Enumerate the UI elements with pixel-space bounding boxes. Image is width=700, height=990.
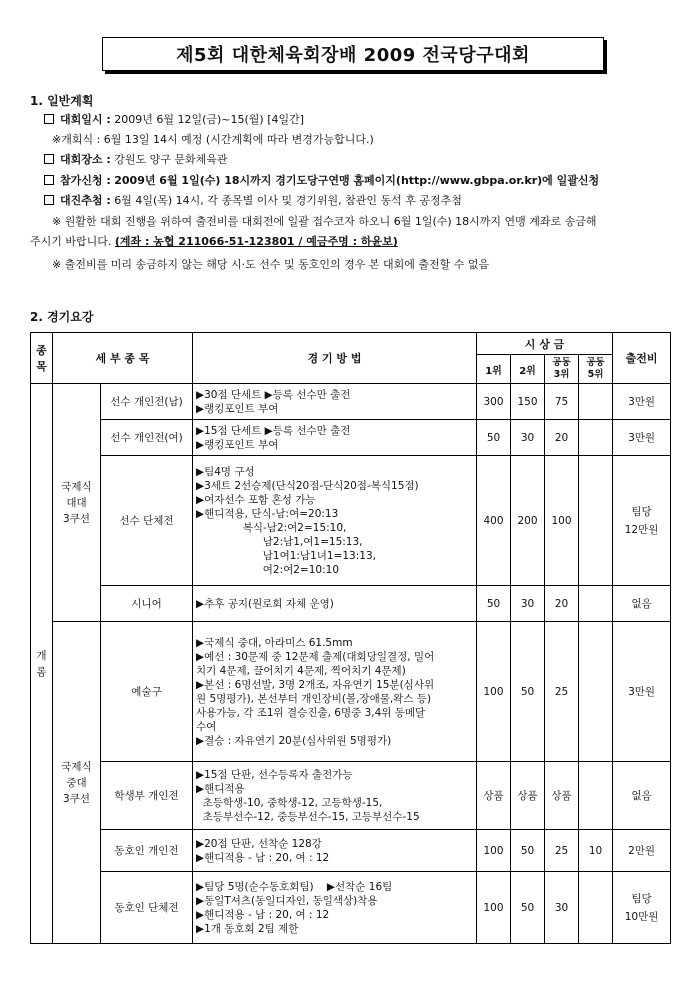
competition-table (30, 332, 671, 944)
prize-5 (579, 420, 613, 456)
apply-line (44, 173, 672, 189)
checkbox-icon (44, 195, 54, 205)
checkbox-icon (44, 154, 54, 164)
prize-5 (579, 456, 613, 586)
prize-1: 400 (477, 456, 511, 586)
header-2nd: 2위 (511, 355, 545, 384)
fee-warning: ※ 출전비를 미리 송금하지 않는 해당 시·도 선수 및 동호인의 경우 본 대회에 출전할 수 없음 (52, 258, 490, 271)
section2-heading: 2. 경기요강 (30, 310, 94, 324)
event-method: ▶15점 단세트 ▶등록 선수만 출전 ▶랭킹포인트 부여 (193, 420, 477, 456)
checkbox-icon (44, 114, 54, 124)
prize-2: 상품 (511, 762, 545, 830)
table-row (31, 830, 671, 872)
draw-value: 6월 4일(목) 14시, 각 종목별 이사 및 경기위원, 참관인 동석 후 공정추첨 (114, 194, 462, 207)
header-fee: 출전비 (613, 333, 671, 384)
entry-fee: 팀당 10만원 (613, 872, 671, 944)
event-name: 동호인 개인전 (101, 830, 193, 872)
prize-1: 300 (477, 384, 511, 420)
table-row (31, 384, 671, 420)
prize-5 (579, 872, 613, 944)
prize-3: 20 (545, 586, 579, 622)
prize-3: 100 (545, 456, 579, 586)
header-sub-event: 세 부 종 목 (53, 333, 193, 384)
prize-3: 25 (545, 830, 579, 872)
event-name: 선수 단체전 (101, 456, 193, 586)
entry-fee: 없음 (613, 586, 671, 622)
prize-3: 75 (545, 384, 579, 420)
prize-1: 50 (477, 586, 511, 622)
event-method: ▶추후 공지(원로회 자체 운영) (193, 586, 477, 622)
event-method: ▶30점 단세트 ▶등록 선수만 출전 ▶랭킹포인트 부여 (193, 384, 477, 420)
event-name: 시니어 (101, 586, 193, 622)
venue-label: 대회장소 : (60, 153, 111, 166)
prize-1: 상품 (477, 762, 511, 830)
prize-2: 150 (511, 384, 545, 420)
date-line (44, 112, 672, 128)
prize-3: 20 (545, 420, 579, 456)
prize-2: 30 (511, 586, 545, 622)
prize-5 (579, 586, 613, 622)
prize-5 (579, 622, 613, 762)
event-name: 동호인 단체전 (101, 872, 193, 944)
table-row (31, 622, 671, 762)
prize-2: 30 (511, 420, 545, 456)
event-name: 학생부 개인전 (101, 762, 193, 830)
group-cell: 국제식 대대 3쿠션 (53, 384, 101, 622)
header-event-type: 종 목 (31, 333, 53, 384)
fee-note-cont (30, 234, 672, 250)
prize-3: 25 (545, 622, 579, 762)
prize-5 (579, 384, 613, 420)
event-method: ▶15점 단판, 선수등록자 출전가능 ▶핸디적용 초등학생-10, 중학생-12, 고등학생-15, 초등부선수-12, 중등부선수-15, 고등부선수-15 (193, 762, 477, 830)
prize-2: 200 (511, 456, 545, 586)
event-method: ▶팀4명 구성 ▶3세트 2선승제(단식20점-단식20점-복식15점) ▶여자선수 포함 혼성 가능 ▶핸디적용, 단식-남:여=20:13 복식-남2:여2=15:10, 남2:남1,여1=15:13, 남1여1:남1녀1=13:13, 여2:여2=10:10 (193, 456, 477, 586)
checkbox-icon (44, 175, 54, 185)
page-title: 제5회 대한체육회장배 2009 전국당구대회 (102, 37, 604, 71)
event-method: ▶국제식 중대, 아라미스 61.5mm ▶예선 : 30문제 중 12문제 출제(대회당일결정, 밀어 치기 4문제, 끌어치기 4문제, 찍어치기 4문제) ▶본선 : 6명선발, 3명 2개조, 자유연기 15분(심사위 원 5명평가), 본선부터 개인장비(볼,장애물,왁스 등) 사용가능, 각 조1위 결승진출, 6명중 3,4위 동메달 수여 ▶결승 : 자유연기 20분(심사위원 5명평가) (193, 622, 477, 762)
prize-5: 10 (579, 830, 613, 872)
entry-fee: 없음 (613, 762, 671, 830)
table-row (31, 420, 671, 456)
fee-note: ※ 원활한 대회 진행을 위하여 출전비를 대회전에 일괄 접수코자 하오니 6월 1일(수) 18시까지 연맹 계좌로 송금해 (52, 215, 597, 228)
group-cell: 국제식 중대 3쿠션 (53, 622, 101, 944)
event-name: 선수 개인전(남) (101, 384, 193, 420)
entry-fee: 3만원 (613, 622, 671, 762)
category-cell: 개 롬 (31, 384, 53, 944)
apply-label: 참가신청 : (60, 174, 111, 187)
entry-fee: 팀당 12만원 (613, 456, 671, 586)
prize-3: 상품 (545, 762, 579, 830)
prize-1: 100 (477, 872, 511, 944)
prize-1: 100 (477, 622, 511, 762)
prize-2: 50 (511, 622, 545, 762)
entry-fee: 3만원 (613, 384, 671, 420)
prize-5 (579, 762, 613, 830)
opening-note: ※개회식 : 6월 13일 14시 예정 (시간계획에 따라 변경가능합니다.) (52, 133, 374, 146)
prize-3: 30 (545, 872, 579, 944)
date-label: 대회일시 : (60, 113, 111, 126)
event-name: 예술구 (101, 622, 193, 762)
prize-1: 100 (477, 830, 511, 872)
table-row (31, 456, 671, 586)
draw-label: 대진추첨 : (60, 194, 111, 207)
header-3rd: 공동 3위 (545, 355, 579, 384)
header-prize: 시 상 금 (477, 333, 613, 355)
header-method: 경 기 방 법 (193, 333, 477, 384)
entry-fee: 2만원 (613, 830, 671, 872)
section1-heading: 1. 일반계획 (30, 94, 94, 108)
table-row (31, 872, 671, 944)
table-row (31, 762, 671, 830)
date-value: 2009년 6월 12일(금)~15(월) [4일간] (114, 113, 305, 126)
header-1st: 1위 (477, 355, 511, 384)
entry-fee: 3만원 (613, 420, 671, 456)
bank-account: (계좌 : 농협 211066-51-123801 / 예금주명 : 하윤보) (114, 235, 398, 248)
header-5th: 공동 5위 (579, 355, 613, 384)
event-method: ▶팀당 5명(순수동호회팀) ▶선착순 16팀 ▶동일T셔츠(동일디자인, 동일색상)착용 ▶핸디적용 - 남 : 20, 여 : 12 ▶1개 동호회 2팀 제한 (193, 872, 477, 944)
draw-line (44, 193, 672, 209)
event-name: 선수 개인전(여) (101, 420, 193, 456)
venue-value: 강원도 양구 문화체육관 (114, 153, 228, 166)
venue-line (44, 152, 672, 168)
apply-value: 2009년 6월 1일(수) 18시까지 경기도당구연맹 홈페이지(http://www.gbpa.or.kr)에 일괄신청 (114, 174, 600, 187)
prize-2: 50 (511, 830, 545, 872)
fee-note-prefix: 주시기 바랍니다. (30, 235, 112, 248)
prize-1: 50 (477, 420, 511, 456)
prize-2: 50 (511, 872, 545, 944)
event-method: ▶20점 단판, 선착순 128강 ▶핸디적용 - 남 : 20, 여 : 12 (193, 830, 477, 872)
table-row (31, 586, 671, 622)
